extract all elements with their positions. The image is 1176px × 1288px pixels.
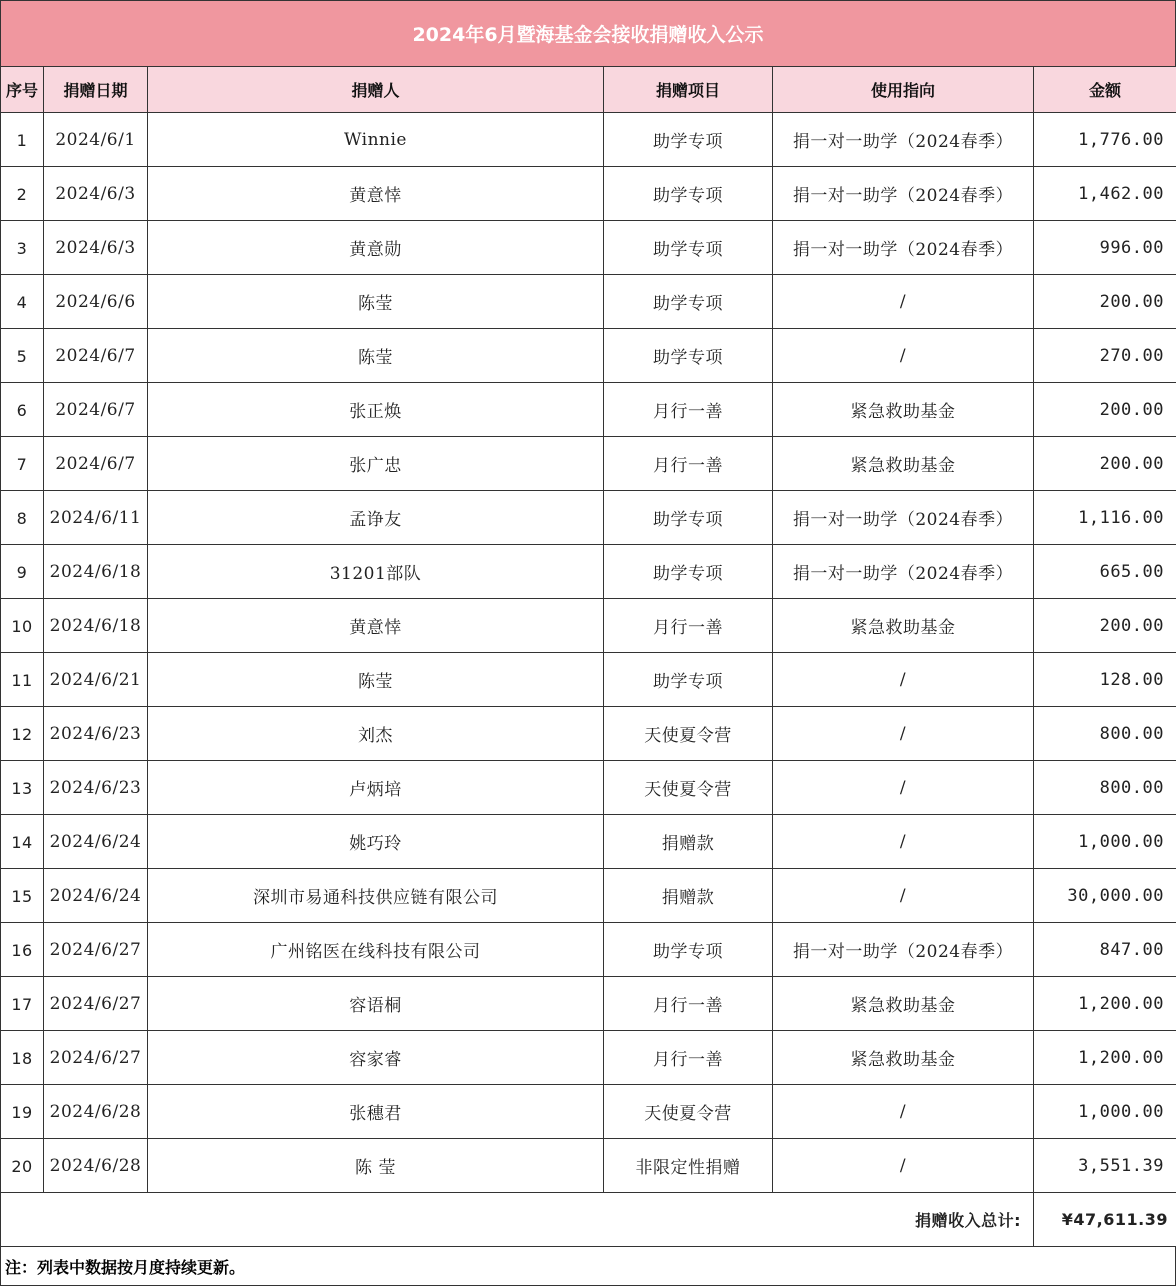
cell-date: 2024/6/18 [44, 545, 148, 599]
header-project: 捐赠项目 [604, 67, 773, 113]
sheet-title: 2024年6月暨海基金会接收捐赠收入公示 [0, 0, 1176, 66]
cell-donor: 陈 莹 [148, 1139, 604, 1193]
cell-project: 助学专项 [604, 329, 773, 383]
cell-usage: / [773, 761, 1034, 815]
cell-seq: 8 [1, 491, 44, 545]
cell-seq: 18 [1, 1031, 44, 1085]
cell-usage: / [773, 653, 1034, 707]
cell-date: 2024/6/18 [44, 599, 148, 653]
cell-amount: 30,000.00 [1034, 869, 1176, 923]
cell-usage: / [773, 275, 1034, 329]
cell-amount: 800.00 [1034, 707, 1176, 761]
cell-date: 2024/6/23 [44, 707, 148, 761]
table-row [1, 167, 1176, 221]
cell-date: 2024/6/27 [44, 923, 148, 977]
cell-donor: 姚巧玲 [148, 815, 604, 869]
cell-usage: 捐一对一助学（2024春季） [773, 545, 1034, 599]
table-row [1, 653, 1176, 707]
cell-amount: 200.00 [1034, 275, 1176, 329]
header-row [1, 67, 1176, 113]
table-row [1, 545, 1176, 599]
cell-donor: 深圳市易通科技供应链有限公司 [148, 869, 604, 923]
cell-donor: 孟诤友 [148, 491, 604, 545]
cell-donor: 张正焕 [148, 383, 604, 437]
cell-project: 天使夏令营 [604, 707, 773, 761]
total-row [1, 1193, 1176, 1247]
cell-amount: 1,200.00 [1034, 1031, 1176, 1085]
cell-donor: 31201部队 [148, 545, 604, 599]
cell-date: 2024/6/6 [44, 275, 148, 329]
cell-seq: 19 [1, 1085, 44, 1139]
table-row [1, 437, 1176, 491]
cell-usage: 紧急救助基金 [773, 599, 1034, 653]
cell-project: 月行一善 [604, 1031, 773, 1085]
cell-project: 助学专项 [604, 545, 773, 599]
cell-project: 月行一善 [604, 383, 773, 437]
cell-project: 天使夏令营 [604, 1085, 773, 1139]
cell-seq: 16 [1, 923, 44, 977]
cell-date: 2024/6/11 [44, 491, 148, 545]
cell-date: 2024/6/28 [44, 1085, 148, 1139]
cell-seq: 6 [1, 383, 44, 437]
cell-project: 助学专项 [604, 653, 773, 707]
total-label: 捐赠收入总计: [1, 1193, 1034, 1247]
table-row [1, 383, 1176, 437]
table-row [1, 1031, 1176, 1085]
cell-usage: / [773, 815, 1034, 869]
cell-seq: 11 [1, 653, 44, 707]
table-row [1, 329, 1176, 383]
table-row [1, 1085, 1176, 1139]
cell-date: 2024/6/7 [44, 383, 148, 437]
cell-project: 助学专项 [604, 221, 773, 275]
cell-donor: 黄意悻 [148, 167, 604, 221]
cell-project: 月行一善 [604, 599, 773, 653]
cell-project: 月行一善 [604, 437, 773, 491]
cell-usage: 紧急救助基金 [773, 383, 1034, 437]
cell-amount: 1,116.00 [1034, 491, 1176, 545]
cell-donor: 广州铭医在线科技有限公司 [148, 923, 604, 977]
cell-donor: 黄意勋 [148, 221, 604, 275]
header-date: 捐赠日期 [44, 67, 148, 113]
cell-usage: / [773, 869, 1034, 923]
cell-date: 2024/6/1 [44, 113, 148, 167]
table-row [1, 977, 1176, 1031]
cell-seq: 1 [1, 113, 44, 167]
cell-amount: 1,200.00 [1034, 977, 1176, 1031]
cell-donor: 容语桐 [148, 977, 604, 1031]
cell-amount: 996.00 [1034, 221, 1176, 275]
header-amount: 金额 [1034, 67, 1176, 113]
header-seq: 序号 [1, 67, 44, 113]
cell-donor: 张广忠 [148, 437, 604, 491]
cell-seq: 3 [1, 221, 44, 275]
header-usage: 使用指向 [773, 67, 1034, 113]
cell-seq: 13 [1, 761, 44, 815]
table-row [1, 599, 1176, 653]
cell-date: 2024/6/27 [44, 977, 148, 1031]
cell-project: 捐赠款 [604, 815, 773, 869]
cell-date: 2024/6/27 [44, 1031, 148, 1085]
cell-project: 非限定性捐赠 [604, 1139, 773, 1193]
cell-seq: 14 [1, 815, 44, 869]
cell-date: 2024/6/3 [44, 221, 148, 275]
table-row [1, 491, 1176, 545]
cell-usage: 紧急救助基金 [773, 977, 1034, 1031]
cell-seq: 15 [1, 869, 44, 923]
cell-amount: 1,000.00 [1034, 1085, 1176, 1139]
table-row [1, 869, 1176, 923]
cell-date: 2024/6/3 [44, 167, 148, 221]
cell-date: 2024/6/7 [44, 437, 148, 491]
cell-date: 2024/6/21 [44, 653, 148, 707]
cell-usage: 紧急救助基金 [773, 1031, 1034, 1085]
cell-seq: 4 [1, 275, 44, 329]
cell-amount: 800.00 [1034, 761, 1176, 815]
table-row [1, 815, 1176, 869]
cell-usage: / [773, 329, 1034, 383]
cell-seq: 5 [1, 329, 44, 383]
cell-seq: 10 [1, 599, 44, 653]
cell-seq: 17 [1, 977, 44, 1031]
cell-donor: 卢炳培 [148, 761, 604, 815]
table-row [1, 275, 1176, 329]
table-row [1, 1139, 1176, 1193]
cell-amount: 665.00 [1034, 545, 1176, 599]
cell-seq: 7 [1, 437, 44, 491]
cell-project: 助学专项 [604, 167, 773, 221]
donation-table [0, 66, 1176, 1247]
cell-amount: 1,000.00 [1034, 815, 1176, 869]
cell-amount: 200.00 [1034, 383, 1176, 437]
cell-project: 月行一善 [604, 977, 773, 1031]
cell-donor: 黄意悻 [148, 599, 604, 653]
cell-seq: 12 [1, 707, 44, 761]
header-donor: 捐赠人 [148, 67, 604, 113]
table-row [1, 923, 1176, 977]
cell-amount: 200.00 [1034, 437, 1176, 491]
cell-donor: 容家睿 [148, 1031, 604, 1085]
cell-donor: 陈莹 [148, 275, 604, 329]
cell-amount: 847.00 [1034, 923, 1176, 977]
cell-date: 2024/6/23 [44, 761, 148, 815]
cell-project: 天使夏令营 [604, 761, 773, 815]
cell-amount: 200.00 [1034, 599, 1176, 653]
table-row [1, 113, 1176, 167]
cell-seq: 9 [1, 545, 44, 599]
cell-seq: 2 [1, 167, 44, 221]
cell-donor: 陈莹 [148, 653, 604, 707]
cell-usage: 捐一对一助学（2024春季） [773, 491, 1034, 545]
footnote: 注：列表中数据按月度持续更新。 [0, 1247, 1176, 1286]
cell-project: 助学专项 [604, 923, 773, 977]
cell-donor: 刘杰 [148, 707, 604, 761]
cell-project: 捐赠款 [604, 869, 773, 923]
cell-amount: 3,551.39 [1034, 1139, 1176, 1193]
total-value: ¥47,611.39 [1034, 1193, 1176, 1247]
cell-seq: 20 [1, 1139, 44, 1193]
cell-project: 助学专项 [604, 275, 773, 329]
table-row [1, 761, 1176, 815]
cell-amount: 270.00 [1034, 329, 1176, 383]
cell-date: 2024/6/28 [44, 1139, 148, 1193]
cell-project: 助学专项 [604, 113, 773, 167]
cell-usage: 紧急救助基金 [773, 437, 1034, 491]
cell-usage: 捐一对一助学（2024春季） [773, 923, 1034, 977]
cell-amount: 1,462.00 [1034, 167, 1176, 221]
cell-usage: / [773, 707, 1034, 761]
table-row [1, 707, 1176, 761]
cell-usage: 捐一对一助学（2024春季） [773, 221, 1034, 275]
cell-donor: 陈莹 [148, 329, 604, 383]
cell-usage: / [773, 1085, 1034, 1139]
cell-donor: 张穗君 [148, 1085, 604, 1139]
cell-donor: Winnie [148, 113, 604, 167]
cell-usage: / [773, 1139, 1034, 1193]
cell-date: 2024/6/24 [44, 869, 148, 923]
cell-usage: 捐一对一助学（2024春季） [773, 113, 1034, 167]
cell-amount: 128.00 [1034, 653, 1176, 707]
cell-date: 2024/6/24 [44, 815, 148, 869]
cell-date: 2024/6/7 [44, 329, 148, 383]
cell-usage: 捐一对一助学（2024春季） [773, 167, 1034, 221]
cell-project: 助学专项 [604, 491, 773, 545]
cell-amount: 1,776.00 [1034, 113, 1176, 167]
table-row [1, 221, 1176, 275]
